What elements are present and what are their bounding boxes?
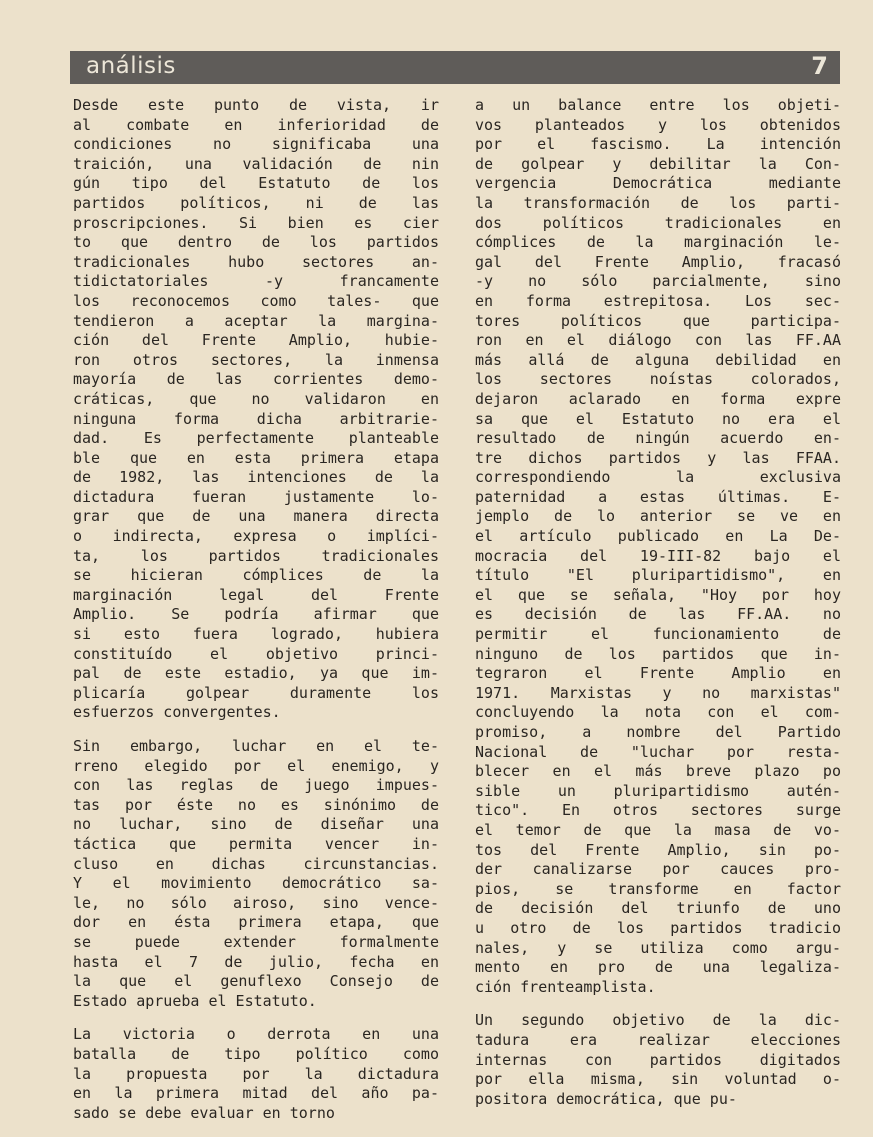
text-line: de 1982, las intenciones de la [73, 468, 439, 487]
text-line: el que se señala, "Hoy por hoy [475, 585, 841, 604]
text-line: correspondiendo la exclusiva [475, 468, 841, 487]
text-line: cluso en dichas circunstancias. [73, 854, 439, 873]
text-line: la transformación de los parti- [475, 193, 841, 212]
text-line: sible un pluripartidismo autén- [475, 781, 841, 800]
text-line: tos del Frente Amplio, sin po- [475, 840, 841, 859]
text-line: gal del Frente Amplio, fracasó [475, 252, 841, 271]
text-line: esfuerzos convergentes. [73, 703, 281, 722]
text-line: o indirecta, expresa o implíci- [73, 527, 439, 546]
text-line: se hicieran cómplices de la [73, 566, 439, 585]
text-line: ron en el diálogo con las FF.AA [475, 331, 841, 350]
text-line: pios, se transforme en factor [475, 879, 841, 898]
paragraph [73, 1025, 439, 1123]
text-line: Nacional de "luchar por resta- [475, 742, 841, 761]
text-line: dejaron aclarado en forma expre [475, 389, 841, 408]
text-line: la propuesta por la dictadura [73, 1064, 439, 1083]
text-line: dictadura fueran justamente lo- [73, 487, 439, 506]
text-line: internas con partidos digitados [475, 1050, 841, 1069]
text-line: con las reglas de juego impues- [73, 776, 439, 795]
text-line: blecer en el más breve plazo po [475, 762, 841, 781]
text-line: se puede extender formalmente [73, 932, 439, 951]
text-line: vos planteados y los obtenidos [475, 115, 841, 134]
text-line: tas por éste no es sinónimo de [73, 795, 439, 814]
text-line: batalla de tipo político como [73, 1044, 439, 1063]
text-line: a un balance entre los objeti- [475, 96, 841, 114]
text-line: grar que de una manera directa [73, 507, 439, 526]
text-line: -y no sólo parcialmente, sino [475, 272, 841, 291]
text-line: de golpear y debilitar la Con- [475, 154, 841, 173]
text-line: hasta el 7 de julio, fecha en [73, 952, 439, 971]
text-line: rreno elegido por el enemigo, y [73, 756, 439, 775]
text-line: ción frenteamplista. [475, 977, 656, 996]
text-line: ninguna forma dicha arbitrarie- [73, 409, 439, 428]
text-line: Estado aprueba el Estatuto. [73, 991, 317, 1010]
paragraph [475, 1011, 841, 1109]
text-line: tadura era realizar elecciones [475, 1030, 841, 1049]
text-line: pal de este estadio, ya que im- [73, 664, 439, 683]
text-line: La victoria o derrota en una [73, 1025, 439, 1044]
text-line: ron otros sectores, la inmensa [73, 350, 439, 369]
text-line: táctica que permita vencer in- [73, 834, 439, 853]
text-line: si esto fuera logrado, hubiera [73, 625, 439, 644]
text-line: mayoría de las corrientes demo- [73, 370, 439, 389]
text-line: vergencia Democrática mediante [475, 174, 841, 193]
text-line: resultado de ningún acuerdo en- [475, 429, 841, 448]
text-line: condiciones no significaba una [73, 135, 439, 154]
text-line: sado se debe evaluar en torno [73, 1103, 335, 1122]
text-line: no luchar, sino de diseñar una [73, 815, 439, 834]
text-line: traición, una validación de nin [73, 154, 439, 173]
text-line: ninguno de los partidos que in- [475, 644, 841, 663]
text-line: nales, y se utiliza como argu- [475, 938, 841, 957]
text-line: es decisión de las FF.AA. no [475, 605, 841, 624]
section-title: análisis [86, 53, 176, 79]
column-right [475, 96, 841, 1123]
text-line: le, no sólo airoso, sino vence- [73, 893, 439, 912]
text-line: tradicionales hubo sectores an- [73, 252, 439, 271]
text-line: to que dentro de los partidos [73, 233, 439, 252]
text-line: constituído el objetivo princi- [73, 644, 439, 663]
text-line: partidos políticos, ni de las [73, 193, 439, 212]
text-line: el temor de que la masa de vo- [475, 820, 841, 839]
text-line: ción del Frente Amplio, hubie- [73, 331, 439, 350]
text-line: Desde este punto de vista, ir [73, 96, 439, 114]
text-line: ta, los partidos tradicionales [73, 546, 439, 565]
text-line: dor en ésta primera etapa, que [73, 913, 439, 932]
paragraph [73, 96, 439, 723]
text-line: de decisión del triunfo de uno [475, 899, 841, 918]
text-line: Amplio. Se podría afirmar que [73, 605, 439, 624]
text-line: al combate en inferioridad de [73, 115, 439, 134]
text-line: los sectores noístas colorados, [475, 370, 841, 389]
text-line: en la primera mitad del año pa- [73, 1084, 439, 1103]
text-line: plicaría golpear duramente los [73, 683, 439, 702]
text-line: promiso, a nombre del Partido [475, 723, 841, 741]
page-number: 7 [811, 52, 828, 80]
text-line: los reconocemos como tales- que [73, 291, 439, 310]
text-line: el artículo publicado en La De- [475, 527, 841, 546]
text-line: marginación legal del Frente [73, 585, 439, 604]
text-line: sa que el Estatuto no era el [475, 409, 841, 428]
text-line: gún tipo del Estatuto de los [73, 174, 439, 193]
text-line: paternidad a estas últimas. E- [475, 487, 841, 506]
text-line: tico". En otros sectores surge [475, 801, 841, 820]
text-line: tegraron el Frente Amplio en [475, 664, 841, 683]
section-header-bar [70, 51, 840, 84]
text-line: por el fascismo. La intención [475, 135, 841, 154]
paragraph [475, 96, 841, 997]
text-line: título "El pluripartidismo", en [475, 566, 841, 585]
text-line: concluyendo la nota con el com- [475, 703, 841, 722]
text-line: en forma estrepitosa. Los sec- [475, 291, 841, 310]
text-line: ble que en esta primera etapa [73, 448, 439, 467]
text-line: Sin embargo, luchar en el te- [73, 737, 439, 755]
text-line: jemplo de lo anterior se ve en [475, 507, 841, 526]
text-line: tre dichos partidos y las FFAA. [475, 448, 841, 467]
text-line: cráticas, que no validaron en [73, 389, 439, 408]
text-line: mento en pro de una legaliza- [475, 958, 841, 977]
paragraph [73, 737, 439, 1011]
text-line: der canalizarse por cauces pro- [475, 860, 841, 879]
text-line: dad. Es perfectamente planteable [73, 429, 439, 448]
text-line: 1971. Marxistas y no marxistas" [475, 683, 841, 702]
text-line: cómplices de la marginación le- [475, 233, 841, 252]
text-line: dos políticos tradicionales en [475, 213, 841, 232]
text-line: proscripciones. Si bien es cier [73, 213, 439, 232]
column-left [73, 96, 439, 1137]
text-line: positora democrática, que pu- [475, 1089, 737, 1108]
text-line: tendieron a aceptar la margina- [73, 311, 439, 330]
text-line: mocracia del 19-III-82 bajo el [475, 546, 841, 565]
text-line: permitir el funcionamiento de [475, 625, 841, 644]
text-line: la que el genuflexo Consejo de [73, 972, 439, 991]
text-line: tores políticos que participa- [475, 311, 841, 330]
text-line: tidictatoriales -y francamente [73, 272, 439, 291]
text-line: por ella misma, sin voluntad o- [475, 1070, 841, 1089]
text-line: u otro de los partidos tradicio [475, 918, 841, 937]
text-line: más allá de alguna debilidad en [475, 350, 841, 369]
text-line: Y el movimiento democrático sa- [73, 874, 439, 893]
text-line: Un segundo objetivo de la dic- [475, 1011, 841, 1030]
